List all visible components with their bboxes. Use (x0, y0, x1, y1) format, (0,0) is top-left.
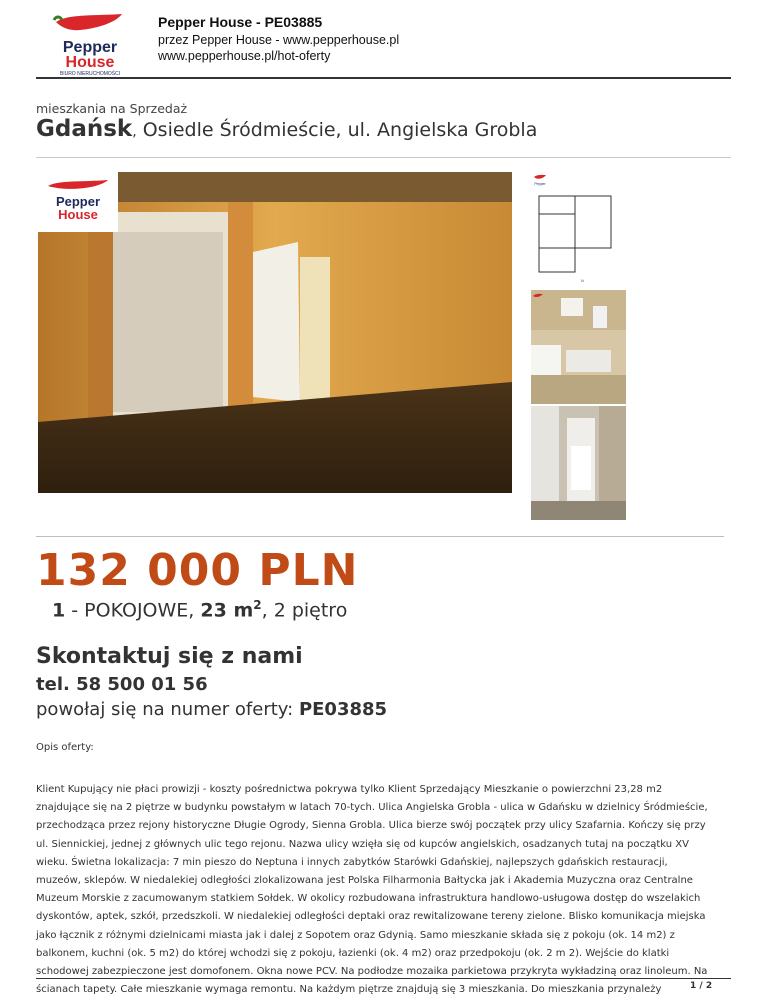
description-line: schodowej zabezpieczone jest domofonem. Okna nowe PCV. Na podłodze mozaika parkietowa przykryta wykładziną oraz linoleum. Na (36, 966, 708, 978)
photo-divider (36, 536, 724, 537)
header-divider (36, 77, 731, 79)
contact-reference (36, 699, 387, 720)
description-line: przechodząca przez rejony historyczne Długie Ogrody, Sienna Grobla. Ulica bierze swój początek przy ulicy Szafarnia. Kończy się przy (36, 820, 706, 832)
reference-number: PE03885 (298, 699, 388, 720)
contact-heading: Skontaktuj się z nami (36, 644, 303, 669)
listing-summary (52, 598, 347, 621)
header-agency-line: przez Pepper House - www.pepperhouse.pl (158, 33, 400, 47)
footer-divider (36, 978, 731, 979)
svg-text:House: House (58, 207, 98, 222)
svg-text:BIURO NIERUCHOMOŚCI: BIURO NIERUCHOMOŚCI (59, 71, 121, 76)
city-comma: , (132, 124, 137, 140)
description-line: ścianach tapety. Całe mieszkanie wymaga remontu. Na każdym piętrze znajdują się 3 mieszkania. Do mieszkania przynależy (36, 984, 662, 996)
listing-city: Gdańsk (36, 116, 133, 142)
description-line: Klient Kupujący nie płaci prowizji - koszty pośrednictwa pokrywa tylko Klient Sprzedający Mieszkanie o powierzchni 23,28 m2 (36, 784, 663, 795)
area-value: 23 m (200, 599, 254, 622)
listing-address: Osiedle Śródmieście, ul. Angielska Grobla (136, 119, 538, 141)
listing-price: 132 000 PLN (36, 545, 359, 596)
description-label: Opis oferty: (36, 742, 94, 753)
svg-text:N: N (581, 278, 584, 283)
listing-location (36, 116, 537, 142)
svg-text:Pepper: Pepper (62, 39, 118, 56)
svg-text:Pepper: Pepper (55, 194, 101, 209)
rooms-count: 1 (52, 599, 66, 622)
area-unit-superscript: 2 (253, 598, 262, 612)
description-line: balkonem, kuchni (ok. 5 m2) do której wchodzi się z pokoju, łazienki (ok. 4 m2) oraz przedpokoju (ok. 2 m 2). Wejście do klatki (36, 947, 670, 959)
contact-phone: tel. 58 500 01 56 (36, 674, 208, 695)
hallway-photo-thumbnail (531, 406, 626, 520)
bathroom-photo-thumbnail (531, 290, 626, 404)
svg-text:Pepper: Pepper (534, 182, 546, 186)
description-line: jako łącznik z różnymi dzielnicami miasta jak i dalej z Sopotem oraz Gdynią. Samo mieszkanie składa się z pokoju (ok. 14 m2) z (36, 929, 675, 941)
listing-category: mieszkania na Sprzedaż (36, 101, 188, 116)
pepper-house-logo (50, 12, 130, 76)
description-line: dyskontów, aptek, szkół, przedszkoli. W niedalekiej odległości deptaki oraz rewitalizowane tereny zielone. Blisko komunikacja miejska (36, 911, 706, 923)
description-line: Muzeum Morskie z zacumowanym statkiem Sołdek. W okolicy rozbudowana infrastruktura handlowo-usługowa dostęp do wszelakich (36, 893, 701, 905)
description-line: wieku. Świetna lokalizacja: 7 min pieszo do Neptuna i innych zabytków Starówki Gdańskiej, najlepszych gdańskich restauracji, (36, 856, 668, 868)
description-text (36, 781, 736, 999)
description-line: znajdujące się na 2 piętrze w budynku powstałym w latach 70-tych. Ulica Angielska Grobla - ulica w Gdańsku w dzielnicy Śródmieście, (36, 802, 708, 814)
description-line: ul. Siennickiej, jednej z głównych ulic tego rejonu. Nazwa ulicy wzięła się od kupców angielskich, osadzanych tutaj na początku XV (36, 838, 689, 850)
rooms-label: - POKOJOWE, (65, 599, 201, 622)
floor-plan-thumbnail (531, 172, 626, 298)
reference-label: powołaj się na numer oferty: (36, 699, 299, 720)
svg-text:House: House (65, 54, 115, 71)
page-number: 1 / 2 (690, 981, 713, 991)
header-url-line: www.pepperhouse.pl/hot-oferty (158, 49, 331, 63)
header-title: Pepper House - PE03885 (158, 14, 323, 30)
location-divider (36, 157, 731, 158)
floor-info: , 2 piętro (261, 599, 348, 622)
description-line: muzeów, sklepów. W niedalekiej odległości zlokalizowana jest Polska Filharmonia Bałtycka jak i Akademia Muzyczna oraz Centralne (36, 875, 693, 887)
main-room-photo (38, 172, 512, 493)
